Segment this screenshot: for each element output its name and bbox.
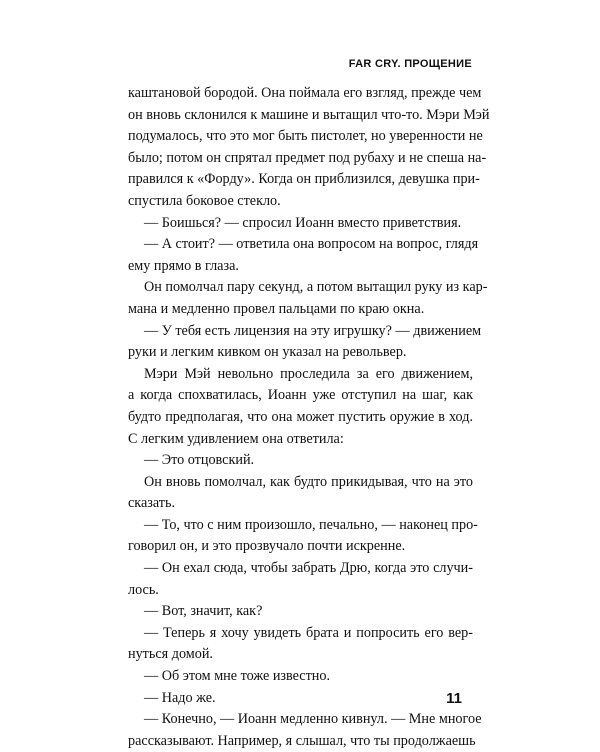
text-line: — Надо же.: [144, 689, 216, 706]
text-line: — Об этом мне тоже известно.: [144, 668, 331, 685]
text-line: говорил он, и это прозвучало почти искренне.: [128, 538, 406, 555]
text-line: — Он ехал сюда, чтобы забрать Дрю, когда это случи-: [144, 560, 473, 577]
text-line: лось.: [128, 581, 159, 598]
text-line: каштановой бородой. Она поймала его взгляд, прежде чем: [128, 85, 482, 101]
text-line: — У тебя есть лицензия на эту игрушку? — движением: [144, 322, 482, 339]
body-text: [128, 83, 490, 752]
text-line: будто предполагая, что она может пустить оружие в ход.: [128, 408, 473, 425]
text-line: — Вот, значит, как?: [144, 603, 263, 620]
text-line: подумалось, что это мог быть пистолет, но уверенности не: [128, 128, 483, 145]
text-line: Он вновь помолчал, как будто прикидывая, что на это: [144, 473, 473, 490]
text-line: он вновь склонился к машине и вытащил что-то. Мэри Мэй: [128, 106, 490, 123]
text-line: а когда спохватилась, Иоанн уже отступил на шаг, как: [128, 387, 473, 404]
text-line: — Это отцовский.: [144, 452, 255, 469]
text-line: правился к «Форду». Когда он приблизился, девушка при-: [128, 171, 480, 188]
running-title: FAR CRY. ПРОЩЕНИЕ: [348, 58, 472, 70]
page-number: 11: [446, 690, 462, 707]
text-line: Он помолчал пару секунд, а потом вытащил руку из кар-: [144, 279, 488, 296]
text-line: нуться домой.: [128, 646, 213, 663]
text-line: Мэри Мэй невольно проследила за его движением,: [144, 365, 473, 382]
text-line: было; потом он спрятал предмет под рубаху и не спеша на-: [128, 149, 487, 166]
text-line: — Теперь я хочу увидеть брата и попросить его вер-: [144, 624, 473, 641]
text-line: — Конечно, — Иоанн медленно кивнул. — Мне многое: [144, 711, 482, 728]
text-line: руки и легким кивком он указал на револьвер.: [128, 344, 407, 361]
text-line: сказать.: [128, 495, 176, 512]
text-line: — То, что с ним произошло, печально, — наконец про-: [144, 516, 478, 533]
text-line: С легким удивлением она ответила:: [128, 430, 344, 447]
text-line: спустила боковое стекло.: [128, 192, 281, 209]
text-line: ему прямо в глаза.: [128, 257, 239, 274]
text-line: — А стоит? — ответила она вопросом на вопрос, глядя: [144, 236, 479, 253]
text-line: — Боишься? — спросил Иоанн вместо приветствия.: [144, 214, 462, 231]
text-line: мана и медленно провел пальцами по краю окна.: [128, 300, 425, 317]
text-line: рассказывают. Например, я слышал, что ты продолжаешь: [128, 732, 476, 749]
